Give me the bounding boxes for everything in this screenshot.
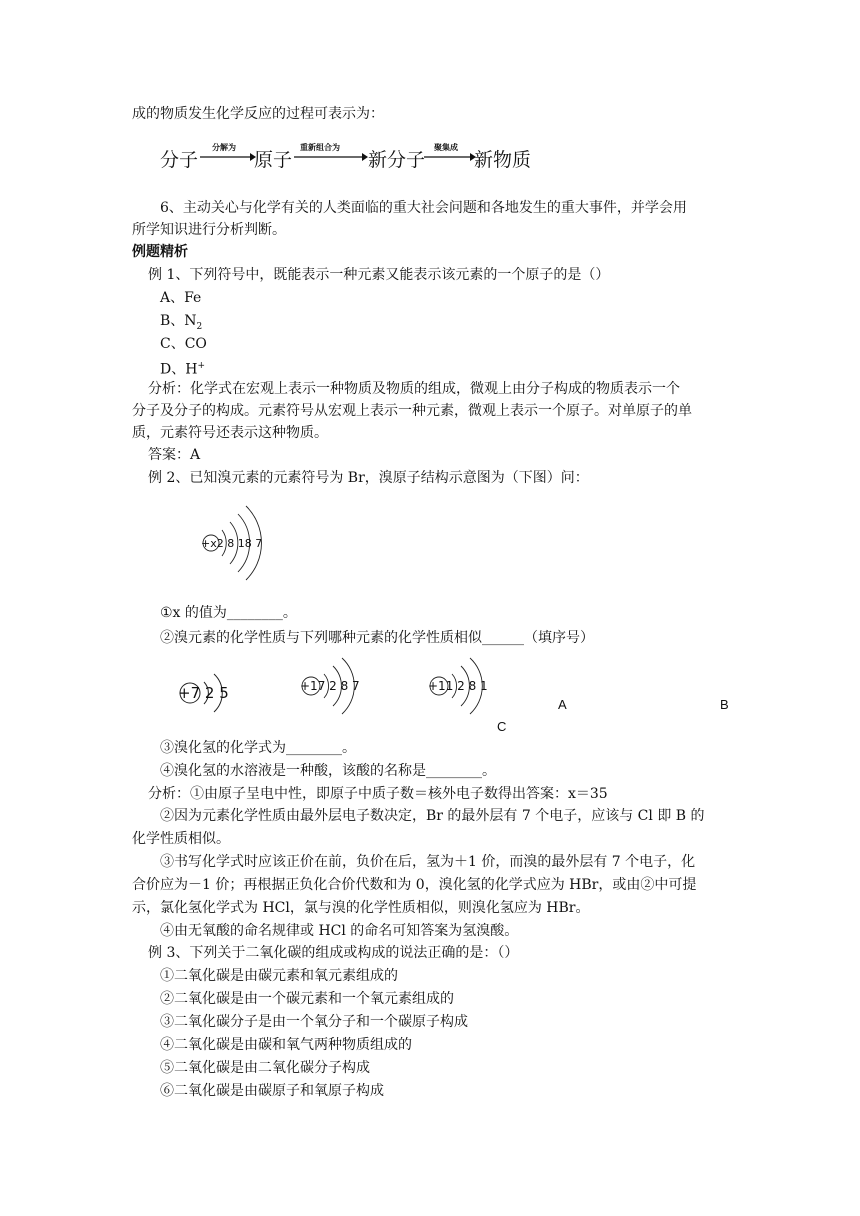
statement-4: ④二氧化碳是由碳和氧气两种物质组成的: [160, 1037, 412, 1053]
question-1: 例 1、下列符号中，既能表示一种元素又能表示该元素的一个原子的是（）: [148, 267, 610, 283]
analysis-line: ②因为元素化学性质由最外层电子数决定，Br 的最外层有 7 个电子，应该与 Cl 即 B 的: [160, 808, 705, 824]
option-a: A、Fe: [160, 290, 202, 306]
atom-diagram-c: [425, 652, 495, 722]
question-2-part-4: ④溴化氢的水溶液是一种酸，该酸的名称是________。: [160, 763, 496, 779]
analysis-line: 分析：化学式在宏观上表示一种物质及物质的组成，微观上由分子构成的物质表示一个: [148, 381, 680, 397]
analysis-line: ④由无氧酸的命名规律或 HCl 的命名可知答案为氢溴酸。: [160, 923, 519, 939]
bromine-atom-diagram: [198, 500, 268, 590]
superscript: +: [197, 361, 205, 371]
atom-label: +11 2 8 1: [428, 679, 488, 693]
flow-arrow-label-2: 重新组合为: [300, 143, 340, 152]
reaction-flow-diagram: [160, 143, 540, 177]
atom-diagram-b: [297, 652, 367, 722]
question-2: 例 2、已知溴元素的元素符号为 Br，溴原子结构示意图为（下图）问：: [148, 470, 589, 486]
analysis-line: 分子及分子的构成。元素符号从宏观上表示一种元素，微观上表示一个原子。对单原子的单: [132, 403, 692, 419]
analysis-line: 合价应为－1 价；再根据正负化合价代数和为 0，溴化氢的化学式应为 HBr，或由②中可提: [132, 877, 697, 893]
atom-diagram-a: [172, 662, 242, 722]
text-line: 成的物质发生化学反应的过程可表示为：: [132, 106, 384, 122]
analysis-line: 分析：①由原子呈电中性，即原子中质子数＝核外电子数得出答案：x＝35: [148, 786, 608, 802]
arrow-icon: [424, 153, 476, 161]
choice-label-c: C: [497, 719, 507, 734]
statement-3: ③二氧化碳分子是由一个氧分子和一个碳原子构成: [160, 1014, 468, 1030]
question-2-part-2: ②溴元素的化学性质与下列哪种元素的化学性质相似______（填序号）: [160, 630, 594, 646]
statement-5: ⑤二氧化碳是由二氧化碳分子构成: [160, 1060, 370, 1076]
question-2-part-3: ③溴化氢的化学式为________。: [160, 740, 356, 756]
question-2-part-1: ①x 的值为________。: [160, 605, 297, 621]
choice-label-b: B: [720, 697, 729, 712]
answer-line: 答案：A: [148, 447, 201, 463]
flow-word-new-molecule: 新分子: [368, 149, 426, 171]
option-b: [160, 311, 202, 337]
question-3: 例 3、下列关于二氧化碳的组成或构成的说法正确的是：（）: [148, 945, 519, 961]
subscript: 2: [196, 321, 203, 332]
text-line: 6、主动关心与化学有关的人类面临的重大社会问题和各地发生的重大事件，并学会用: [160, 200, 687, 216]
statement-6: ⑥二氧化碳是由碳原子和氧原子构成: [160, 1083, 384, 1099]
option-d-text: D、H: [160, 361, 198, 378]
flow-arrow-label-1: 分解为: [212, 143, 236, 152]
flow-word-molecule: 分子: [160, 149, 199, 171]
statement-1: ①二氧化碳是由碳元素和氧元素组成的: [160, 968, 398, 984]
flow-word-new-substance: 新物质: [474, 149, 532, 171]
analysis-line: ③书写化学式时应该正价在前，负价在后，氢为＋1 价，而溴的最外层有 7 个电子，化: [160, 854, 696, 870]
choice-label-a: A: [558, 697, 567, 712]
option-b-text: B、N: [160, 313, 197, 329]
section-heading: 例题精析: [132, 244, 188, 260]
statement-2: ②二氧化碳是由一个碳元素和一个氧元素组成的: [160, 991, 454, 1007]
atom-label: +17 2 8 7: [300, 679, 360, 693]
option-c: C、CO: [160, 336, 207, 352]
analysis-line: 化学性质相似。: [132, 831, 230, 847]
flow-arrow-label-3: 聚集成: [434, 143, 458, 152]
option-d: [160, 356, 205, 380]
analysis-line: 质，元素符号还表示这种物质。: [132, 425, 328, 441]
analysis-line: 示，氯化氢化学式为 HCl，氯与溴的化学性质相似，则溴化氢应为 HBr。: [132, 900, 590, 916]
arrow-icon: [294, 153, 368, 161]
atom-label: +x2 8 18 7: [201, 537, 263, 550]
flow-word-atom: 原子: [254, 149, 293, 171]
arrow-icon: [200, 153, 256, 161]
text-line: 所学知识进行分析判断。: [132, 222, 286, 238]
atom-label: +7 2 5: [178, 684, 229, 702]
